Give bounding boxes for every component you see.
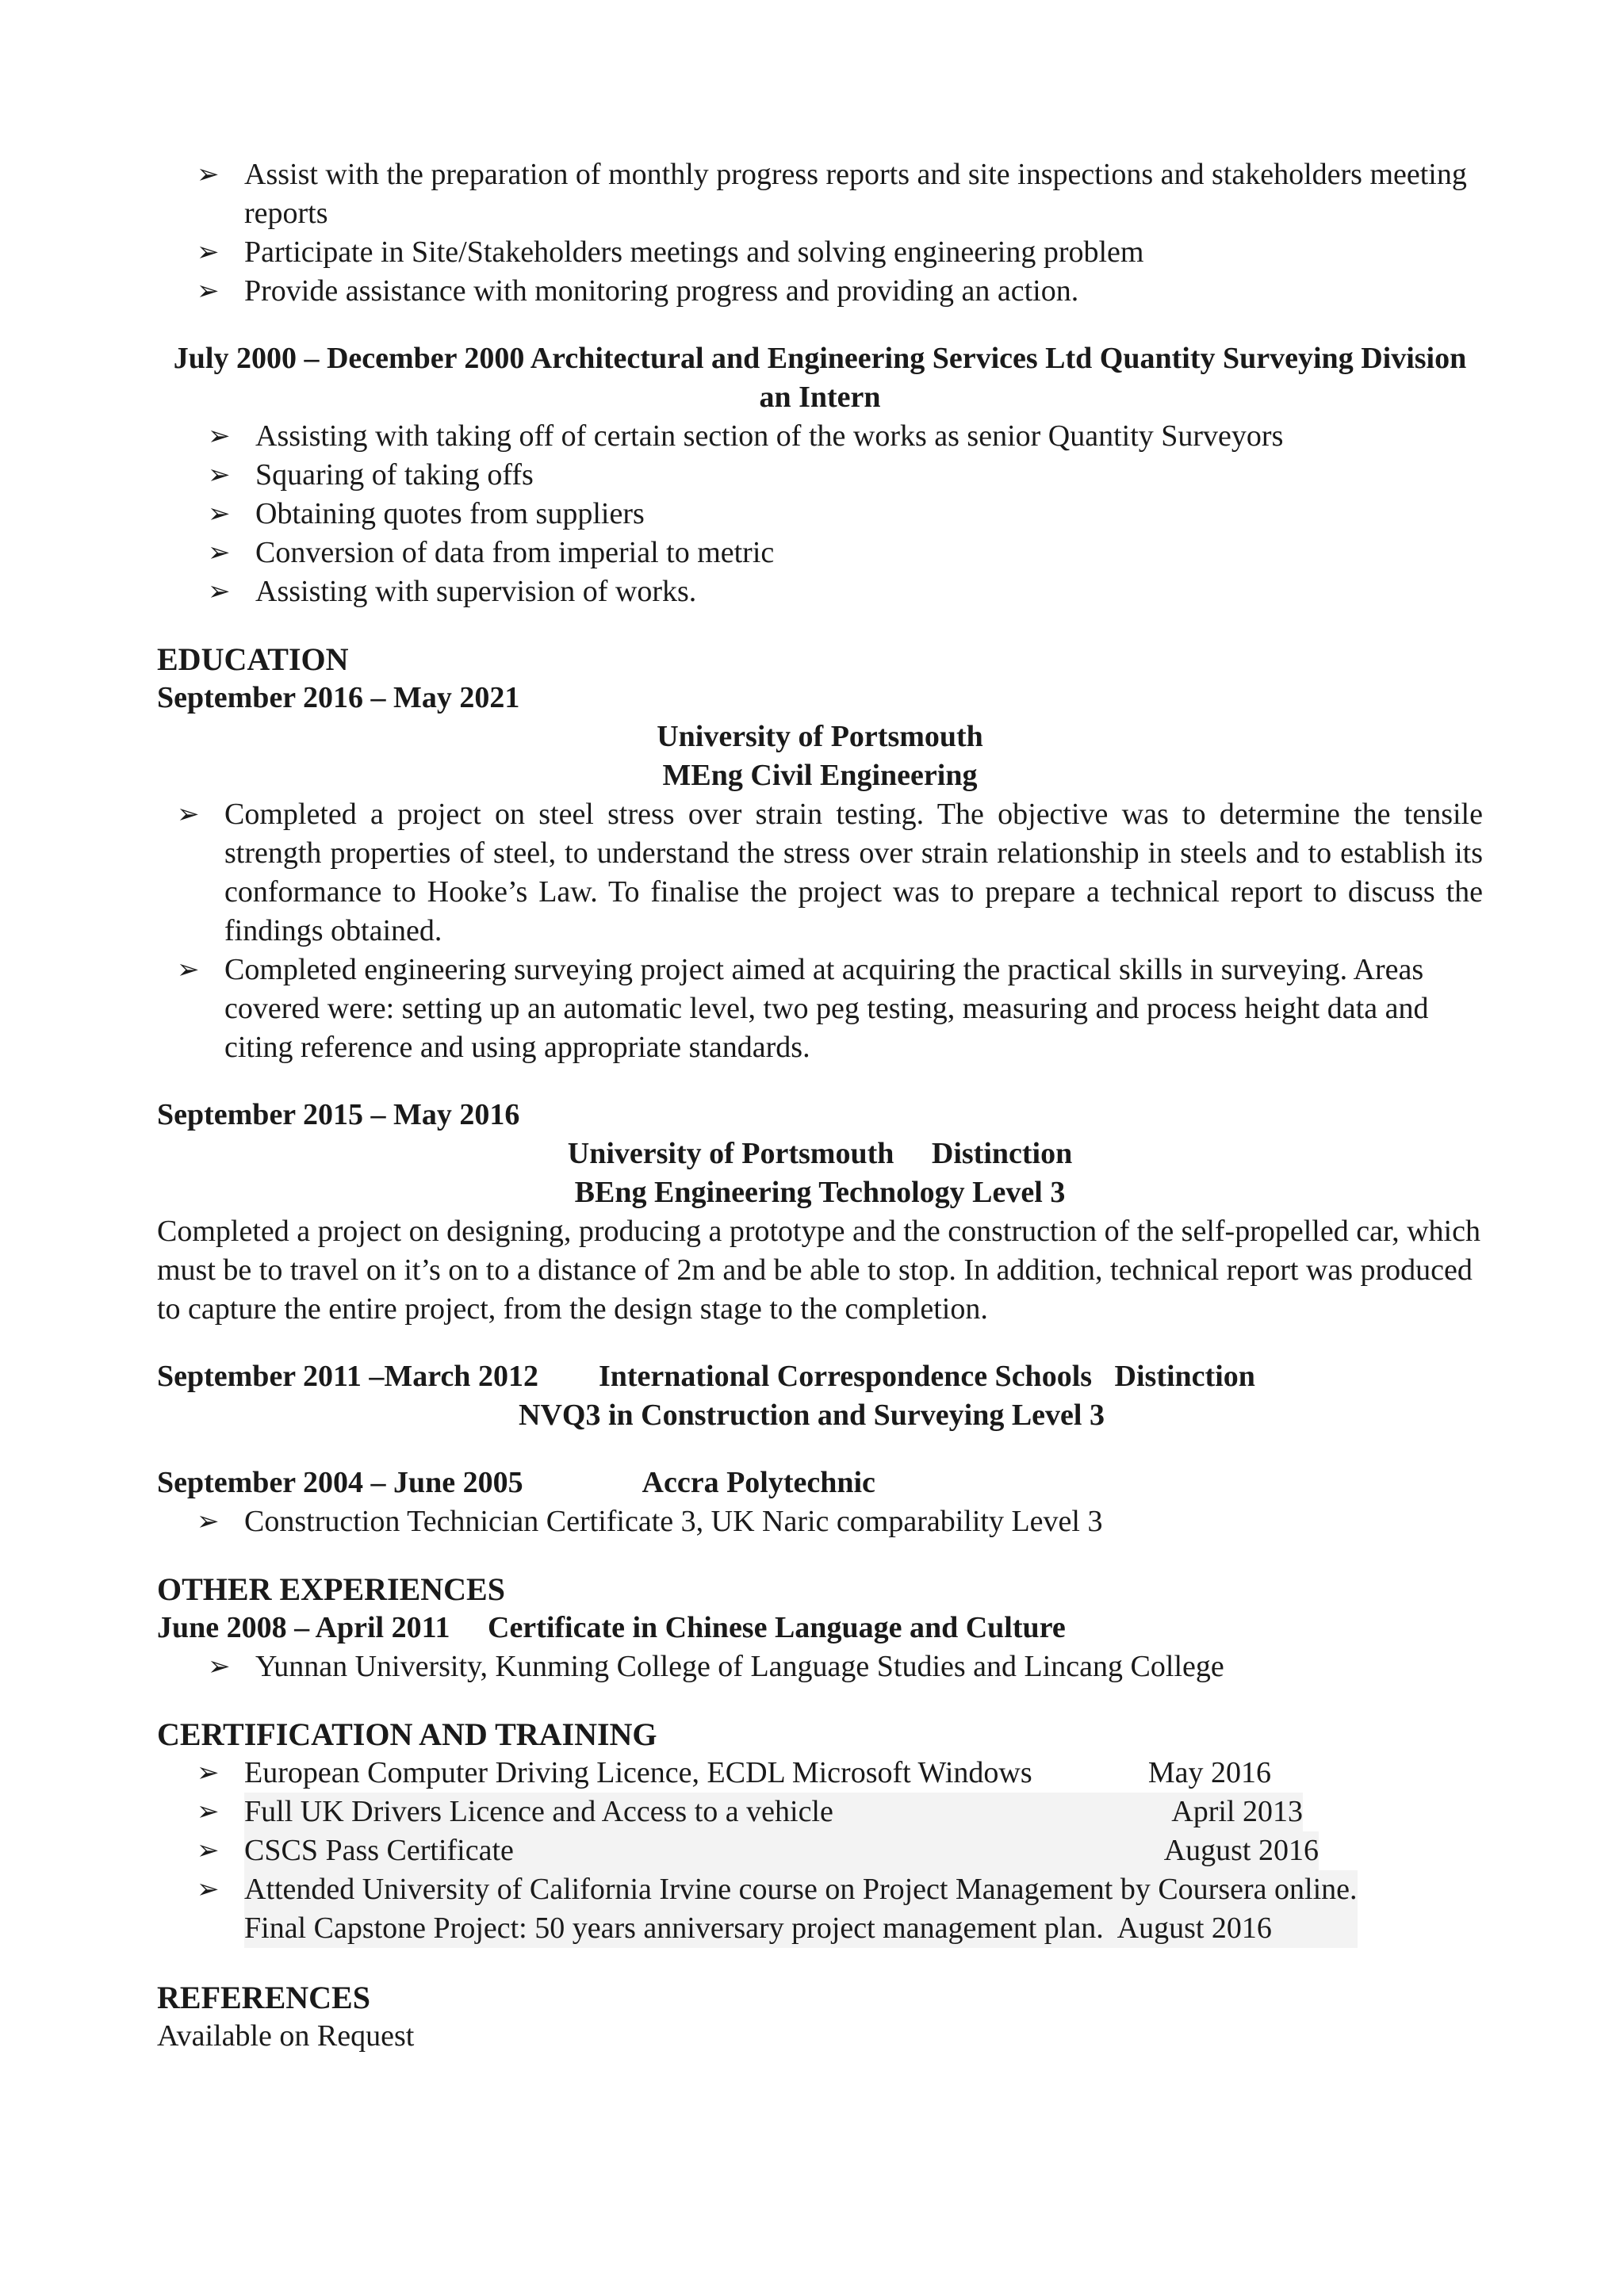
certification-title: CERTIFICATION AND TRAINING bbox=[157, 1716, 657, 1752]
arrowhead-bullet-icon: ➢ bbox=[177, 955, 200, 985]
arrowhead-bullet-icon: ➢ bbox=[197, 1758, 220, 1788]
accra-row: September 2004 – June 2005 Accra Polytechnic bbox=[157, 1466, 875, 1499]
list-item: ➢ Construction Technician Certificate 3, UK Naric comparability Level 3 bbox=[157, 1502, 1483, 1541]
list-item bbox=[157, 1870, 1483, 1948]
arrowhead-bullet-icon: ➢ bbox=[197, 1875, 220, 1904]
list-item: ➢ Yunnan University, Kunming College of Language Studies and Lincang College bbox=[157, 1647, 1483, 1686]
nvq-row: September 2011 –March 2012 International Correspondence Schools Distinction bbox=[157, 1360, 1255, 1393]
list-item bbox=[157, 1793, 1483, 1831]
list-item: ➢ Participate in Site/Stakeholders meetings and solving engineering problem bbox=[157, 233, 1483, 272]
certification-list bbox=[157, 1754, 1483, 1948]
list-item: ➢ Completed engineering surveying project aimed at acquiring the practical skills in surveying. Areas covered were: setting up an automatic level, two peg testing, measuring and process height data and citing reference and using appropriate standards. bbox=[157, 951, 1483, 1067]
arrowhead-bullet-icon: ➢ bbox=[208, 538, 231, 568]
intern-heading: July 2000 – December 2000 Architectural and Engineering Services Ltd Quantity Surveying Division an Intern bbox=[173, 342, 1467, 414]
arrowhead-bullet-icon: ➢ bbox=[208, 1652, 231, 1682]
certification-row: CSCS Pass Certificate August 2016 bbox=[244, 1831, 1319, 1870]
list-item: ➢ Provide assistance with monitoring progress and providing an action. bbox=[157, 272, 1483, 311]
arrowhead-bullet-icon: ➢ bbox=[208, 577, 231, 607]
beng-grade: Distinction bbox=[931, 1137, 1073, 1170]
list-item: ➢ Assisting with taking off of certain section of the works as senior Quantity Surveyors bbox=[157, 417, 1483, 456]
certification-row: Full UK Drivers Licence and Access to a vehicle April 2013 bbox=[244, 1793, 1303, 1831]
beng-institution-row: University of Portsmouth Distinction bbox=[567, 1137, 1073, 1170]
accra-list bbox=[157, 1502, 1483, 1541]
arrowhead-bullet-icon: ➢ bbox=[197, 277, 220, 306]
arrowhead-bullet-icon: ➢ bbox=[208, 422, 231, 451]
arrowhead-bullet-icon: ➢ bbox=[208, 461, 231, 490]
list-item: ➢ Assist with the preparation of monthly progress reports and site inspections and stakeholders meeting reports bbox=[157, 155, 1483, 233]
list-item: ➢ Obtaining quotes from suppliers bbox=[157, 495, 1483, 534]
beng-dates: September 2015 – May 2016 bbox=[157, 1098, 520, 1131]
other-experiences-list bbox=[157, 1647, 1483, 1686]
other-experiences-title: OTHER EXPERIENCES bbox=[157, 1571, 505, 1607]
other-experiences-row: June 2008 – April 2011 Certificate in Chinese Language and Culture bbox=[157, 1611, 1066, 1644]
nvq-qualification: NVQ3 in Construction and Surveying Level 3 bbox=[519, 1399, 1105, 1432]
certification-row: European Computer Driving Licence, ECDL Microsoft Windows May 2016 bbox=[244, 1756, 1271, 1789]
meng-project-list bbox=[157, 795, 1483, 1067]
arrowhead-bullet-icon: ➢ bbox=[197, 1507, 220, 1536]
certification-long-item: Attended University of California Irvine course on Project Management by Coursera online. Final Capstone Project: 50 years anniversary project management plan. August 2016 bbox=[244, 1870, 1358, 1948]
arrowhead-bullet-icon: ➢ bbox=[177, 800, 200, 829]
list-item bbox=[157, 1754, 1483, 1793]
references-text: Available on Request bbox=[157, 2019, 415, 2053]
meng-degree: MEng Civil Engineering bbox=[662, 759, 978, 792]
meng-institution: University of Portsmouth bbox=[657, 720, 983, 753]
list-item: ➢ Squaring of taking offs bbox=[157, 456, 1483, 495]
work-duties-list bbox=[157, 155, 1483, 311]
references-title: REFERENCES bbox=[157, 1980, 370, 2015]
meng-dates: September 2016 – May 2021 bbox=[157, 681, 520, 714]
arrowhead-bullet-icon: ➢ bbox=[197, 238, 220, 267]
arrowhead-bullet-icon: ➢ bbox=[197, 160, 220, 189]
intern-duties-list bbox=[157, 417, 1483, 611]
list-item: ➢ Assisting with supervision of works. bbox=[157, 572, 1483, 611]
nvq-grade: Distinction bbox=[1114, 1360, 1255, 1393]
resume-page bbox=[157, 155, 1483, 2056]
beng-description: Completed a project on designing, producing a prototype and the construction of the self-propelled car, which must be to travel on it’s on to a distance of 2m and be able to stop. In addition, technical report was produced to capture the entire project, from the design stage to the completion. bbox=[157, 1215, 1480, 1326]
arrowhead-bullet-icon: ➢ bbox=[197, 1836, 220, 1866]
arrowhead-bullet-icon: ➢ bbox=[197, 1797, 220, 1827]
list-item bbox=[157, 1831, 1483, 1870]
list-item: ➢ Conversion of data from imperial to metric bbox=[157, 534, 1483, 572]
education-title: EDUCATION bbox=[157, 641, 349, 677]
arrowhead-bullet-icon: ➢ bbox=[208, 499, 231, 529]
list-item: ➢ Completed a project on steel stress over strain testing. The objective was to determine the tensile strength properties of steel, to understand the stress over strain relationship in steels and to establish its conformance to Hooke’s Law. To finalise the project was to prepare a technical report to discuss the findings obtained. bbox=[157, 795, 1483, 951]
beng-degree: BEng Engineering Technology Level 3 bbox=[574, 1176, 1066, 1209]
